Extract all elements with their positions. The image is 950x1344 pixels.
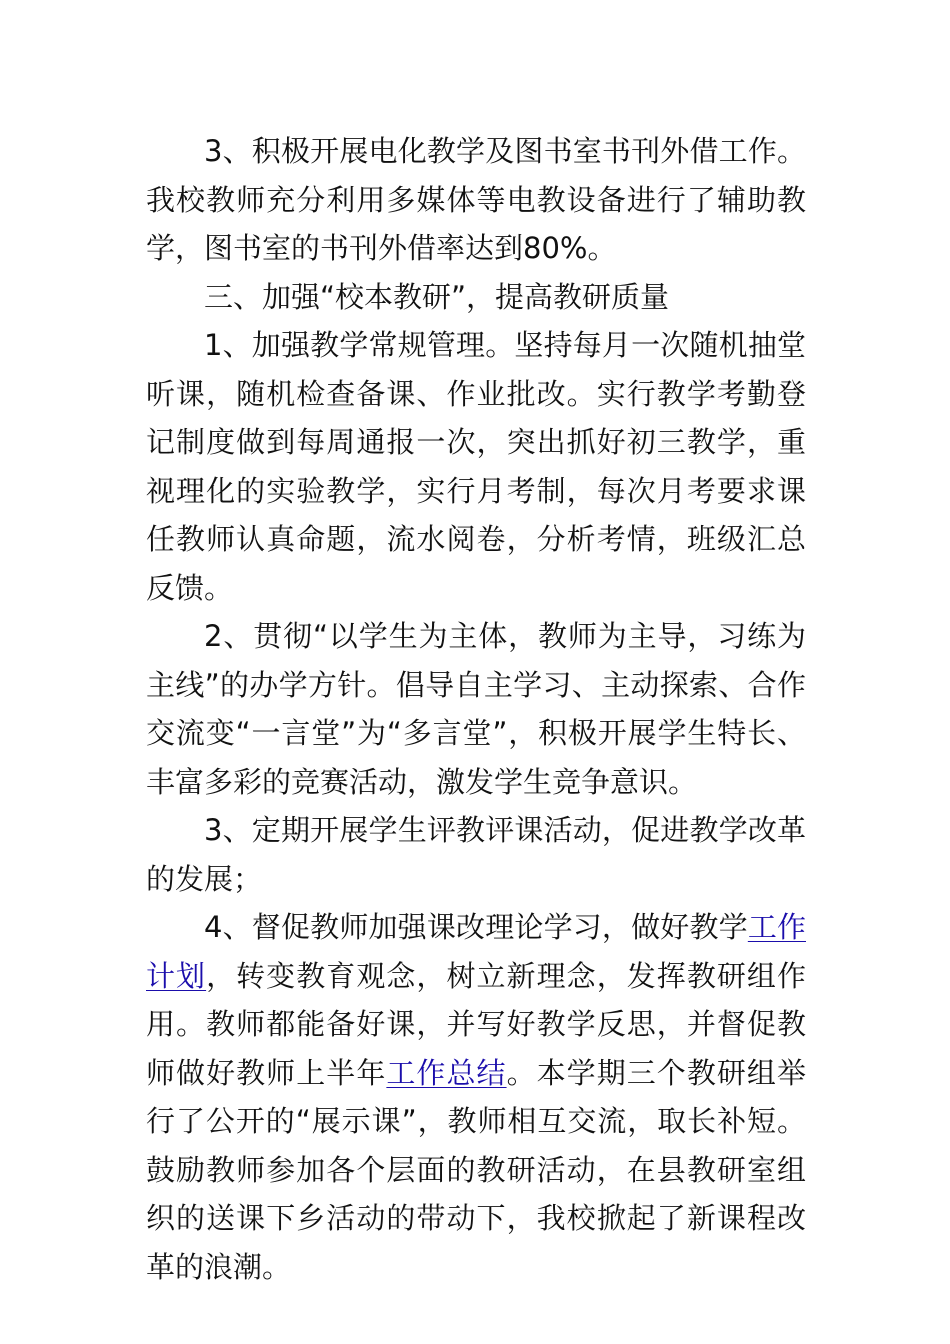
work-summary-link[interactable]: 工作总结 — [386, 1055, 507, 1090]
paragraph-item-3b: 3、定期开展学生评教评课活动，促进教学改革的发展； — [146, 813, 806, 896]
paragraph-item-1: 1、加强教学常规管理。坚持每月一次随机抽堂听课，随机检查备课、作业批改。实行教学考勤登记制度做到每周通报一次，突出抓好初三教学，重视理化的实验教学，实行月考制，每次月考要求课任教师认真命题，流水阅卷，分析考情，班级汇总反馈。 — [146, 328, 806, 605]
paragraph-item-4 — [146, 903, 806, 1291]
work-plan-link[interactable]: 工作计划 — [146, 910, 806, 993]
paragraph-text: 。本学期三个教研组举行了公开的“展示课”，教师相互交流，取长补短。鼓励教师参加各个层面的教研活动，在县教研室组织的送课下乡活动的带动下，我校掀起了新课程改革的浪潮。 — [146, 1055, 806, 1284]
section-heading-3: 三、加强“校本教研”，提高教研质量 — [204, 279, 670, 314]
document-body — [146, 127, 806, 1291]
paragraph-text: ，转变教育观念，树立新理念，发挥教研组作用。教师都能备好课，并写好教学反思，并督促教师做好教师上半年 — [146, 958, 806, 1090]
paragraph-item-3: 3、积极开展电化教学及图书室书刊外借工作。我校教师充分利用多媒体等电教设备进行了辅助教学，图书室的书刊外借率达到80%。 — [146, 134, 806, 265]
paragraph-text: 4、督促教师加强课改理论学习，做好教学 — [204, 910, 748, 944]
paragraph-item-2: 2、贯彻“以学生为主体，教师为主导，习练为主线”的办学方针。倡导自主学习、主动探索、合作交流变“一言堂”为“多言堂”，积极开展学生特长、丰富多彩的竞赛活动，激发学生竞争意识。 — [146, 619, 806, 799]
